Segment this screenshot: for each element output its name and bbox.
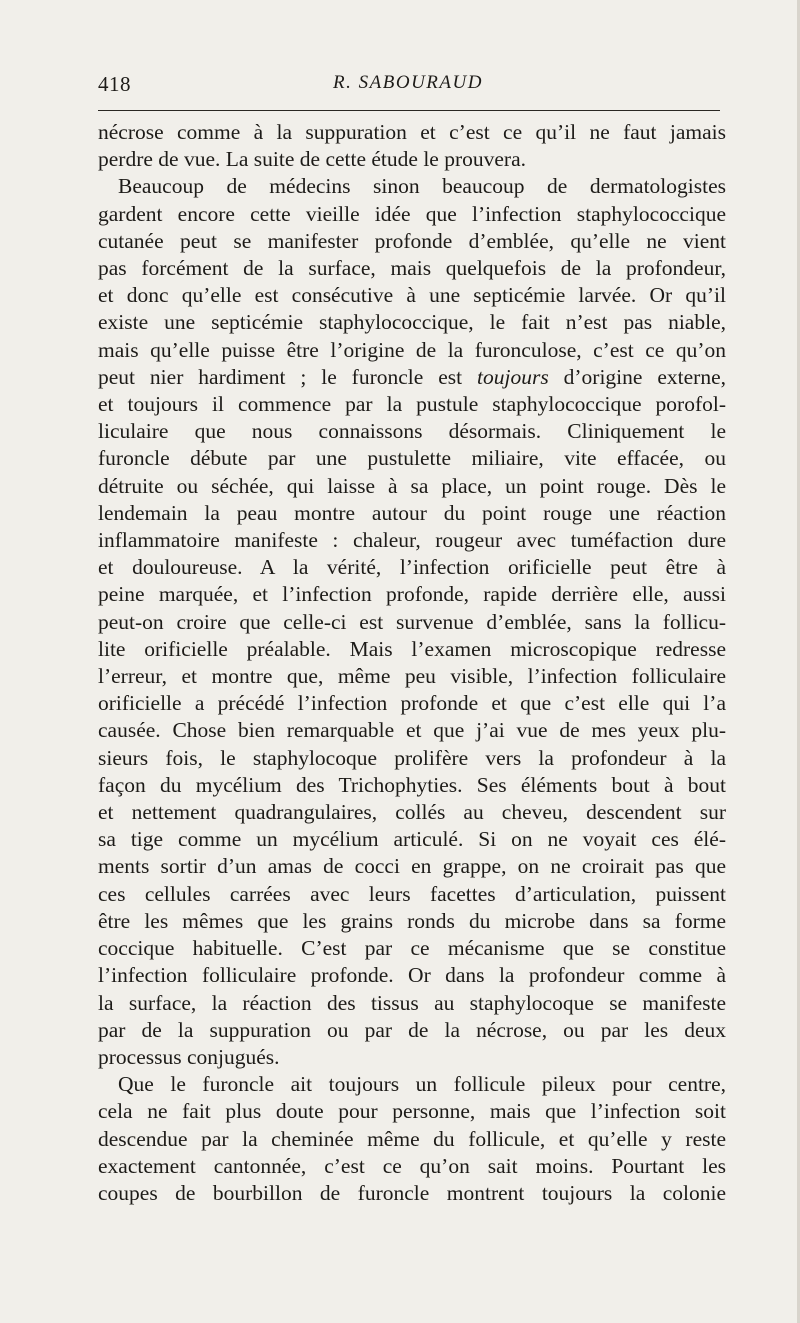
text-line: Que le furoncle ait toujours un follicule pileux pour centre, — [118, 1072, 726, 1097]
text-line: peine marquée, et l’infection profonde, rapide derrière elle, aussi — [98, 582, 726, 607]
text-line: détruite ou séchée, qui laisse à sa place, un point rouge. Dès le — [98, 473, 726, 498]
running-title: R. SABOURAUD — [333, 72, 483, 93]
text-line: et douloureuse. A la vérité, l’infection orificielle peut être à — [98, 555, 726, 580]
text-line: coupes de bourbillon de furoncle montrent toujours la colonie — [98, 1180, 726, 1205]
text-line: et toujours il commence par la pustule staphylococcique porofol- — [98, 392, 726, 417]
text-line: liculaire que nous connaissons désormais. Cliniquement le — [98, 419, 726, 444]
text-line: Beaucoup de médecins sinon beaucoup de dermatologistes — [118, 174, 726, 199]
text-line: par de la suppuration ou par de la nécrose, ou par les deux — [98, 1017, 726, 1042]
running-head — [98, 72, 718, 102]
text-line: peut-on croire que celle-ci est survenue d’emblée, sans la follicu- — [98, 609, 726, 634]
text-line: existe une septicémie staphylococcique, le fait n’est pas niable, — [98, 310, 726, 335]
text-segment: d’origine externe, — [548, 364, 726, 389]
text-line: descendue par la cheminée même du follicule, et qu’elle y reste — [98, 1126, 726, 1151]
text-line: pas forcément de la surface, mais quelquefois de la profondeur, — [98, 256, 726, 281]
text-line: coccique habituelle. C’est par ce mécanisme que se constitue — [98, 936, 726, 961]
text-line: être les mêmes que les grains ronds du microbe dans sa forme — [98, 908, 726, 933]
text-line: lendemain la peau montre autour du point rouge une réaction — [98, 500, 726, 525]
text-line: cutanée peut se manifester profonde d’emblée, qu’elle ne vient — [98, 228, 726, 253]
text-line: l’erreur, et montre que, même peu visible, l’infection folliculaire — [98, 664, 726, 689]
text-line: façon du mycélium des Trichophyties. Ses éléments bout à bout — [98, 772, 726, 797]
text-line: exactement cantonnée, c’est ce qu’on sait moins. Pourtant les — [98, 1153, 726, 1178]
text-line: sa tige comme un mycélium articulé. Si on ne voyait ces élé- — [98, 827, 726, 852]
header-rule — [98, 110, 720, 111]
text-line: furoncle débute par une pustulette miliaire, vite effacée, ou — [98, 446, 726, 471]
text-line: orificielle a précédé l’infection profonde et que c’est elle qui l’a — [98, 691, 726, 716]
text-line: perdre de vue. La suite de cette étude le prouvera. — [98, 147, 526, 172]
text-line: ments sortir d’un amas de cocci en grappe, on ne croirait pas que — [98, 854, 726, 879]
text-line: nécrose comme à la suppuration et c’est ce qu’il ne faut jamais — [98, 120, 726, 144]
page-number: 418 — [98, 72, 131, 96]
text-line: mais qu’elle puisse être l’origine de la furonculose, c’est ce qu’on — [98, 337, 726, 362]
text-line: lite orificielle préalable. Mais l’examen microscopique redresse — [98, 636, 726, 661]
text-line: et donc qu’elle est consécutive à une septicémie larvée. Or qu’il — [98, 283, 726, 308]
text-line: l’infection folliculaire profonde. Or dans la profondeur comme à — [98, 963, 726, 988]
text-line: processus conjugués. — [98, 1044, 280, 1069]
text-line: gardent encore cette vieille idée que l’infection staphylococcique — [98, 201, 726, 226]
italic-emphasis: toujours — [477, 364, 549, 389]
body-text — [98, 119, 726, 1207]
text-line: la surface, la réaction des tissus au staphylocoque se manifeste — [98, 990, 726, 1015]
text-line: sieurs fois, le staphylocoque prolifère vers la profondeur à la — [98, 745, 726, 770]
text-line: causée. Chose bien remarquable et que j’ai vue de mes yeux plu- — [98, 718, 726, 743]
text-line: inflammatoire manifeste : chaleur, rougeur avec tuméfaction dure — [98, 528, 726, 553]
text-segment: peut nier hardiment ; le furoncle est — [98, 364, 478, 389]
text-line: ces cellules carrées avec leurs facettes d’articulation, puissent — [98, 881, 726, 906]
text-line: et nettement quadrangulaires, collés au cheveu, descendent sur — [98, 800, 726, 825]
text-line: cela ne fait plus doute pour personne, mais que l’infection soit — [98, 1099, 726, 1124]
text-line-with-italic — [98, 364, 726, 391]
